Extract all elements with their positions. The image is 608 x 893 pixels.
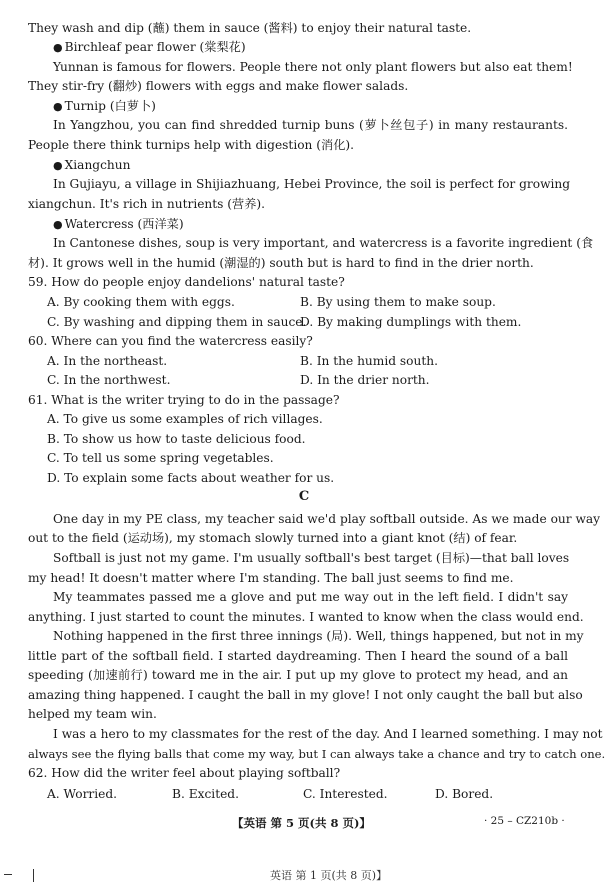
passage-b-line: 材). It grows well in the humid (潮湿的) south but is hard to find in the drier north. (28, 256, 534, 270)
q59-option-d: D. By making dumplings with them. (300, 315, 522, 329)
passage-c-line: One day in my PE class, my teacher said we'd play softball outside. As we made our way (53, 512, 601, 526)
heading-birchleaf: ● Birchleaf pear flower (棠梨花) (53, 39, 593, 56)
passage-b-line: In Gujiayu, a village in Shijiazhuang, Hebei Province, the soil is perfect for growing (53, 177, 571, 191)
passage-b-line: xiangchun. It's rich in nutrients (营养). (28, 197, 266, 211)
passage-b-line: Yunnan is famous for flowers. People there not only plant flowers but also eat them! (53, 60, 573, 74)
footer-bleed-through: 英语 第 1 页(共 8 页)】 (270, 869, 388, 882)
footer-page-number: 【英语 第 5 页(共 8 页)】 (232, 816, 371, 830)
q61-option-a: A. To give us some examples of rich villages. (47, 412, 323, 426)
q62-option-d: D. Bored. (435, 787, 494, 801)
heading-xiangchun: ● Xiangchun (53, 157, 593, 174)
section-c-title: C (298, 489, 310, 504)
passage-b-line: They stir-fry (翻炒) flowers with eggs and make flower salads. (28, 79, 409, 93)
q59-option-c: C. By washing and dipping them in sauce. (47, 315, 307, 329)
scan-edge-mark (4, 874, 12, 875)
q60-option-b: B. In the humid south. (300, 354, 438, 368)
passage-c-line: Nothing happened in the first three innings (局). Well, things happened, but not in my (53, 629, 584, 643)
scan-edge-mark (33, 869, 34, 882)
passage-c-line: my head! It doesn't matter where I'm standing. The ball just seems to find me. (28, 571, 514, 585)
passage-c-line: out to the field (运动场), my stomach slowly turned into a giant knot (结) of fear. (28, 531, 518, 545)
passage-b-line: In Cantonese dishes, soup is very important, and watercress is a favorite ingredient (食 (53, 236, 594, 250)
q62-option-b: B. Excited. (172, 787, 239, 801)
heading-turnip: ● Turnip (白萝卜) (53, 98, 593, 115)
q61-option-b: B. To show us how to taste delicious food. (47, 432, 306, 446)
q61-option-d: D. To explain some facts about weather for us. (47, 471, 335, 485)
q59-option-a: A. By cooking them with eggs. (47, 295, 235, 309)
q62-option-a: A. Worried. (47, 787, 118, 801)
passage-c-line: little part of the softball field. I started daydreaming. Then I heard the sound of a ball (28, 649, 568, 663)
question-60: 60. Where can you find the watercress easily? (28, 334, 313, 348)
question-61: 61. What is the writer trying to do in the passage? (28, 393, 340, 407)
passage-c-line: amazing thing happened. I caught the ball in my glove! I not only caught the ball but also (28, 688, 583, 702)
question-59: 59. How do people enjoy dandelions' natural taste? (28, 275, 345, 289)
q62-option-c: C. Interested. (303, 787, 388, 801)
passage-c-line: helped my team win. (28, 707, 157, 721)
passage-b-line: In Yangzhou, you can find shredded turnip buns (萝卜丝包子) in many restaurants. (53, 118, 568, 132)
q60-option-d: D. In the drier north. (300, 373, 430, 387)
question-62: 62. How did the writer feel about playing softball? (28, 766, 341, 780)
passage-c-line: anything. I just started to count the minutes. I wanted to know when the class would end. (28, 610, 584, 624)
passage-b-line: People there think turnips help with digestion (消化). (28, 138, 355, 152)
q60-option-c: C. In the northwest. (47, 373, 171, 387)
q59-option-b: B. By using them to make soup. (300, 295, 496, 309)
passage-c-line: I was a hero to my classmates for the rest of the day. And I learned something. I may not (53, 727, 603, 741)
passage-c-line: speeding (加速前行) toward me in the air. I put up my glove to protect my head, and an (28, 668, 568, 682)
passage-c-line: Softball is just not my game. I'm usually softball's best target (目标)—that ball loves (53, 551, 570, 565)
passage-b-line: They wash and dip (蘸) them in sauce (酱料) to enjoy their natural taste. (28, 21, 472, 35)
passage-c-line: always see the flying balls that come my way, but I can always take a chance and try to catch one. (28, 747, 606, 761)
passage-c-line: My teammates passed me a glove and put me way out in the left field. I didn't say (53, 590, 568, 604)
q61-option-c: C. To tell us some spring vegetables. (47, 451, 274, 465)
q60-option-a: A. In the northeast. (47, 354, 168, 368)
heading-watercress: ● Watercress (西洋菜) (53, 216, 593, 233)
footer-exam-code: · 25 – CZ210b · (484, 815, 565, 827)
